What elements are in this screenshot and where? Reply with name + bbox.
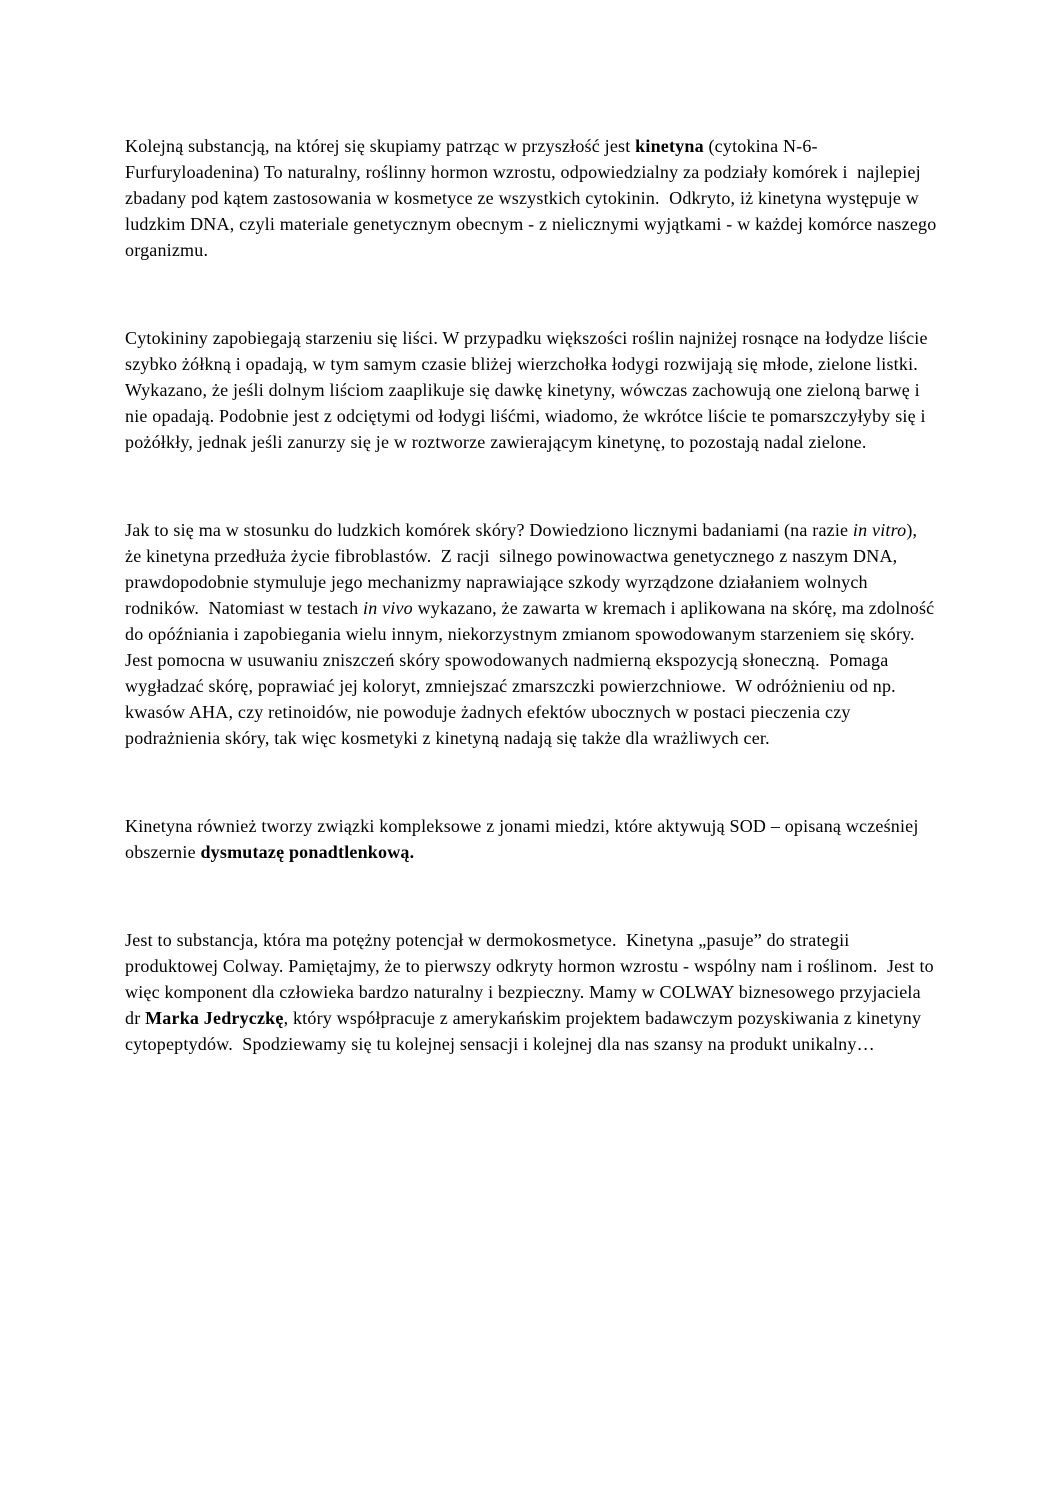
text-segment: Jak to się ma w stosunku do ludzkich komórek skóry? Dowiedziono licznymi badaniami (na razie	[125, 520, 853, 540]
text-segment: Kinetyna również tworzy związki kompleksowe z jonami miedzi, które aktywują SOD – opisaną wcześniej obszernie	[125, 816, 924, 862]
text-segment: Cytokininy zapobiegają starzeniu się liści. W przypadku większości roślin najniżej rosnące na łodydze liście szybko żółkną i opadają, w tym samym czasie bliżej wierzchołka łodygi rozwijają się młode, zielone listki. Wykazano, że jeśli dolnym liściom zaaplikuje się dawkę kinetyny, wówczas zachowują one zieloną barwę i nie opadają. Podobnie jest z odciętymi od łodygi liśćmi, wiadomo, że wkrótce liście te pomarszczyłyby się i pożółkły, jednak jeśli zanurzy się je w roztworze zawierającym kinetynę, to pozostają nadal zielone.	[125, 328, 933, 452]
text-segment-bold: kinetyna	[635, 136, 704, 156]
text-segment-bold: dysmutazę ponadtlenkową.	[200, 842, 415, 862]
document-body	[125, 133, 942, 1119]
text-segment: Jest to substancja, która ma potężny potencjał w dermokosmetyce. Kinetyna „pasuje” do strategii produktowej Colway. Pamiętajmy, że to pierwszy odkryty hormon wzrostu - wspólny nam i roślinom. Jest to więc komponent dla człowieka bardzo naturalny i bezpieczny. Mamy w COLWAY biznesowego przyjaciela dr	[125, 930, 939, 1028]
paragraph-colway	[125, 927, 937, 1057]
paragraph-sod	[125, 813, 937, 865]
text-segment-italic: in vivo	[363, 598, 413, 618]
paragraph-cytokininy-liscie	[125, 325, 937, 455]
text-segment-italic: in vitro	[852, 520, 907, 540]
paragraph-kinetyna-intro	[125, 133, 942, 263]
text-segment: ), że kinetyna przedłuża życie fibroblastów. Z racji silnego powinowactwa genetycznego z naszym DNA, prawdopodobnie stymuluje jego mechanizmy naprawiające szkody wyrządzone działaniem wolnych rodników. Natomiast w testach	[125, 520, 922, 618]
text-segment: Kolejną substancją, na której się skupiamy patrząc w przyszłość jest	[125, 136, 636, 156]
text-segment: (cytokina N-6-Furfuryloadenina) To naturalny, roślinny hormon wzrostu, odpowiedzialny za podziały komórek i najlepiej zbadany pod kątem zastosowania w kosmetyce ze wszystkich cytokinin. Odkryto, iż kinetyna występuje w ludzkim DNA, czyli materiale genetycznym obecnym - z nielicznymi wyjątkami - w każdej komórce naszego organizmu.	[125, 136, 942, 260]
paragraphs-container	[125, 133, 942, 1057]
text-segment: , który współpracuje z amerykańskim projektem badawczym pozyskiwania z kinetyny cytopeptydów. Spodziewamy się tu kolejnej sensacji i kolejnej dla nas szansy na produkt unikalny…	[125, 1008, 926, 1054]
text-segment: wykazano, że zawarta w kremach i aplikowana na skórę, ma zdolność do opóźniania i zapobiegania wielu innym, niekorzystnym zmianom spowodowanym starzeniem się skóry. Jest pomocna w usuwaniu zniszczeń skóry spowodowanych nadmierną ekspozycją słoneczną. Pomaga wygładzać skórę, poprawiać jej koloryt, zmniejszać zmarszczki powierzchniowe. W odróżnieniu od np. kwasów AHA, czy retinoidów, nie powoduje żadnych efektów ubocznych w postaci pieczenia czy podrażnienia skóry, tak więc kosmetyki z kinetyną nadają się także dla wrażliwych cer.	[125, 598, 940, 748]
paragraph-komorki-skory	[125, 517, 940, 751]
text-segment-bold: Marka Jedryczkę	[145, 1008, 284, 1028]
